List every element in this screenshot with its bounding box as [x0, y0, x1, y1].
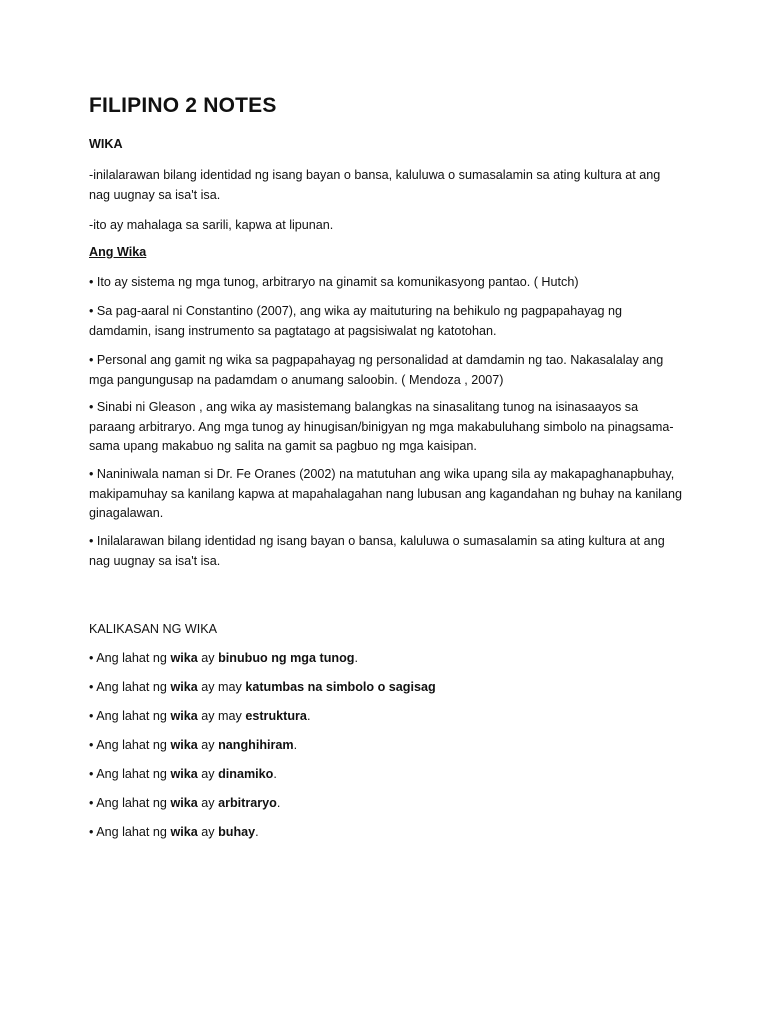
kalikasan-item: • Ang lahat ng wika ay dinamiko.	[89, 767, 277, 781]
ang-wika-point-4: • Sinabi ni Gleason , ang wika ay masistemang balangkas na sinasalitang tunog na isinasaayos sa paraang arbitraryo. Ang mga tunog ay hinugisan/binigyan ng mga makabuluhang simbolo na pinagsama-sama upang makabuo ng salita na gamit sa pagbuo ng mga kaisipan.	[89, 400, 674, 453]
kalikasan-item: • Ang lahat ng wika ay nanghihiram.	[89, 738, 298, 752]
ang-wika-point-3: • Personal ang gamit ng wika sa pagpapahayag ng personalidad at damdamin ng tao. Nakasalalay ang mga pangungusap na padamdam o anumang saloobin. ( Mendoza , 2007)	[89, 353, 664, 387]
kalikasan-item: • Ang lahat ng wika ay buhay.	[89, 825, 259, 839]
ang-wika-point-1: • Ito ay sistema ng mga tunog, arbitraryo na ginamit sa komunikasyong pantao. ( Hutch)	[89, 275, 579, 289]
page-title: FILIPINO 2 NOTES	[89, 94, 277, 117]
kalikasan-heading: KALIKASAN NG WIKA	[89, 622, 218, 636]
kalikasan-item: • Ang lahat ng wika ay may estruktura.	[89, 709, 311, 723]
ang-wika-point-5: • Naniniwala naman si Dr. Fe Oranes (2002) na matutuhan ang wika upang sila ay makapaghanapbuhay, makipamuhay sa kanilang kapwa at mapahalagahan nang lubusan ang kagandahan ng buhay na kanilang ginagalawan.	[89, 467, 683, 520]
ang-wika-point-2: • Sa pag-aaral ni Constantino (2007), ang wika ay maituturing na behikulo ng pagpapahayag ng damdamin, isang instrumento sa pagtatago at pagsisiwalat ng katotohan.	[89, 304, 623, 338]
kalikasan-item: • Ang lahat ng wika ay binubuo ng mga tunog.	[89, 651, 358, 665]
wika-heading: WIKA	[89, 137, 123, 151]
ang-wika-point-6: • Inilalarawan bilang identidad ng isang bayan o bansa, kaluluwa o sumasalamin sa ating kultura at ang nag uugnay sa isa't isa.	[89, 534, 665, 568]
wika-importance: -ito ay mahalaga sa sarili, kapwa at lipunan.	[89, 218, 334, 232]
kalikasan-item: • Ang lahat ng wika ay arbitraryo.	[89, 796, 281, 810]
wika-definition: -inilalarawan bilang identidad ng isang bayan o bansa, kaluluwa o sumasalamin sa ating kultura at ang nag uugnay sa isa't isa.	[89, 168, 661, 202]
ang-wika-heading: Ang Wika	[89, 245, 147, 259]
kalikasan-item: • Ang lahat ng wika ay may katumbas na simbolo o sagisag	[89, 680, 436, 694]
